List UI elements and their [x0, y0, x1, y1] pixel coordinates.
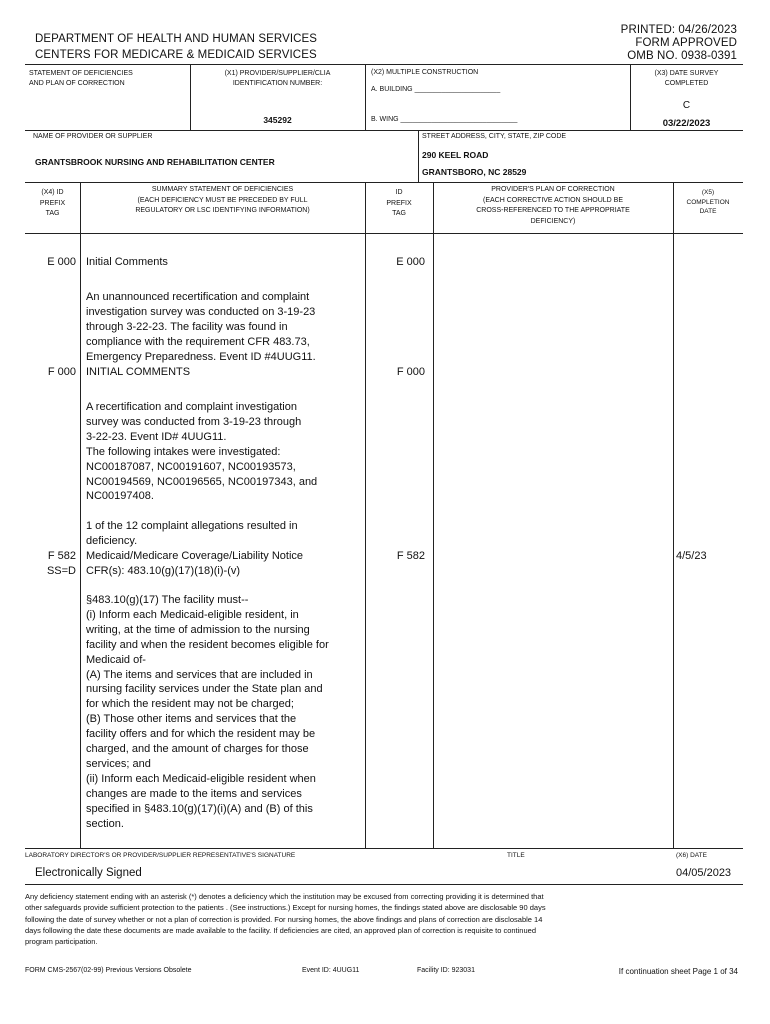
title-label: TITLE: [507, 852, 525, 859]
tag-f582: F 582: [47, 550, 76, 562]
cms-title: CENTERS FOR MEDICARE & MEDICAID SERVICES: [35, 49, 317, 61]
page-number: If continuation sheet Page 1 of 34: [618, 967, 738, 976]
rule: [80, 182, 81, 848]
signature-label: LABORATORY DIRECTOR'S OR PROVIDER/SUPPLIER REPRESENTATIVE'S SIGNATURE: [25, 852, 296, 859]
address-label: STREET ADDRESS, CITY, STATE, ZIP CODE: [422, 133, 567, 140]
rule: [365, 64, 366, 130]
survey-code: C: [682, 100, 691, 111]
scope-severity: SS=D: [46, 565, 76, 577]
rule: [365, 182, 366, 848]
col-header-summary: SUMMARY STATEMENT OF DEFICIENCIES (EACH DEFICIENCY MUST BE PRECEDED BY FULL REGULATORY OR LSC IDENTIFYING INFORMATION): [135, 186, 310, 214]
printed-date: PRINTED: 04/26/2023: [620, 24, 737, 36]
omb-number: OMB NO. 0938-0391: [627, 50, 737, 62]
address-line2: GRANTSBORO, NC 28529: [422, 167, 527, 177]
rule: [25, 884, 743, 885]
form-approved: FORM APPROVED: [635, 37, 737, 49]
f582-completion-date: 4/5/23: [676, 550, 707, 562]
department-title: DEPARTMENT OF HEALTH AND HUMAN SERVICES: [35, 33, 318, 45]
disclaimer: Any deficiency statement ending with an asterisk (*) denotes a deficiency which the institution may be excused from correcting providing it is determined that other safeguards provide sufficient protection to the patients . (See instructions.) Except for nursing homes, the findings stated above are disclosable 90 days following the date of survey whether or not a plan of correction is provided. For nursing homes, the above findings and plans of correction are disclosable 14 days following the date these documents are made available to the facility. If deficiencies are cited, an approved plan of correction is requisite to continued program participation.: [25, 892, 546, 947]
id-f000: F 000: [396, 366, 425, 378]
f582-cfr: CFR(s): 483.10(g)(17)(18)(i)-(v): [86, 565, 241, 577]
event-id: Event ID: 4UUG11: [302, 967, 360, 974]
e000-text: An unannounced recertification and complaint investigation survey was conducted on 3-19-23 through 3-22-23. The facility was found in compliance with the requirement CFR 483.73, Emergency Preparedness. Event ID #4UUG11.: [86, 291, 316, 363]
e000-title: Initial Comments: [86, 256, 168, 268]
rule: [673, 182, 674, 848]
id-e000: E 000: [396, 256, 425, 268]
rule: [25, 182, 743, 183]
wing-label: B. WING ______________________________: [371, 116, 518, 123]
statement-label: STATEMENT OF DEFICIENCIES AND PLAN OF CORRECTION: [29, 70, 133, 87]
rule: [25, 233, 743, 234]
rule: [25, 64, 743, 65]
rule: [25, 848, 743, 849]
provider-id-value: 345292: [263, 115, 292, 125]
rule: [25, 130, 743, 131]
survey-date-value: 03/22/2023: [662, 118, 711, 129]
col-header-plan: PROVIDER'S PLAN OF CORRECTION (EACH CORRECTIVE ACTION SHOULD BE CROSS-REFERENCED TO THE APPROPRIATE DEFICIENCY): [476, 186, 630, 225]
col-header-x4: (X4) ID PREFIX TAG: [39, 189, 66, 217]
f582-text: §483.10(g)(17) The facility must-- (i) Inform each Medicaid-eligible resident, in writing, at the time of admission to the nursing facility and when the resident becomes eligible for Medicaid of- (A) The items and services that are included in nursing facility services under the State plan and for which the resident may not be charged; (B) Those other items and services that the facility offers and for which the resident may be charged, and the amount of charges for those services; and (ii) Inform each Medicaid-eligible resident when changes are made to the items and services specified in §483.10(g)(17)(i)(A) and (B) of this section.: [86, 594, 329, 830]
col-header-x5: (X5) COMPLETION DATE: [686, 189, 730, 215]
tag-e000: E 000: [47, 256, 76, 268]
provider-name: GRANTSBROOK NURSING AND REHABILITATION CENTER: [35, 157, 275, 167]
col-header-id: ID PREFIX TAG: [386, 189, 412, 217]
multiple-construction-label: (X2) MULTIPLE CONSTRUCTION: [371, 69, 479, 76]
signature-date: 04/05/2023: [676, 867, 732, 879]
facility-id: Facility ID: 923031: [417, 967, 475, 974]
provider-name-label: NAME OF PROVIDER OR SUPPLIER: [33, 133, 153, 140]
signature-value: Electronically Signed: [35, 867, 142, 879]
f000-text: A recertification and complaint investigation survey was conducted from 3-19-23 through 3-22-23. Event ID# 4UUG11. The following intakes were investigated: NC00187087, NC00191607, NC00193573, NC00194569, NC00196565, NC00197343, and NC00197408. 1 of the 12 complaint allegations resulted in deficiency.: [86, 401, 318, 548]
date-label: (X6) DATE: [676, 852, 707, 859]
provider-id-label: (X1) PROVIDER/SUPPLIER/CLIA IDENTIFICATION NUMBER:: [224, 70, 331, 87]
tag-f000: F 000: [47, 366, 76, 378]
building-label: A. BUILDING ______________________: [371, 86, 501, 93]
form-id: FORM CMS-2567(02-99) Previous Versions Obsolete: [25, 967, 192, 974]
rule: [418, 130, 419, 182]
survey-date-label: (X3) DATE SURVEY COMPLETED: [654, 70, 719, 87]
f000-title: INITIAL COMMENTS: [86, 366, 191, 378]
f582-title: Medicaid/Medicare Coverage/Liability Notice: [86, 550, 304, 562]
id-f582: F 582: [396, 550, 425, 562]
rule: [433, 182, 434, 848]
address-line1: 290 KEEL ROAD: [422, 150, 489, 160]
